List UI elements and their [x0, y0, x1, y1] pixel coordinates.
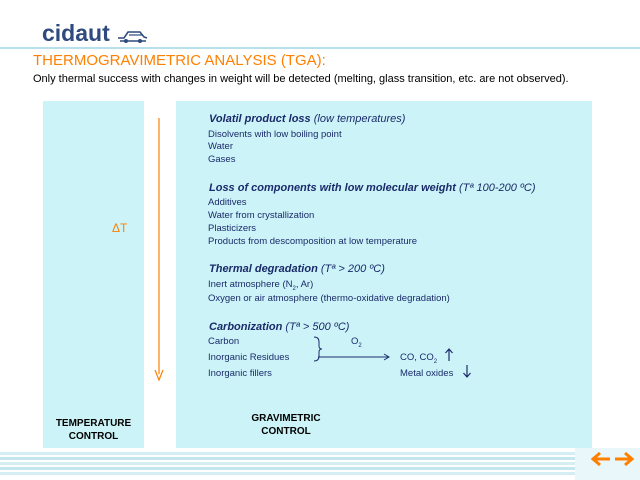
temperature-arrow-icon [152, 118, 166, 382]
list-item: Water from crystallization [208, 210, 315, 221]
list-item: Inert atmosphere ($N_2$, Ar) [208, 279, 314, 292]
degradation-heading: Thermal degradation (Tª > 200 ºC) [209, 263, 385, 275]
metal-oxides-label: Metal oxides [400, 368, 454, 379]
list-item: Water [208, 141, 233, 152]
gravimetric-panel [176, 101, 592, 452]
cidaut-logo: cidaut [42, 20, 110, 46]
arrow-right-icon[interactable] [613, 450, 635, 468]
low-mw-heading: Loss of components with low molecular weight (Tª 100-200 ºC) [209, 182, 536, 194]
list-item: Inorganic fillers [208, 368, 272, 379]
temperature-control-label: TEMPERATURE CONTROL [55, 418, 132, 442]
list-item: Additives [208, 197, 247, 208]
list-item: Oxygen or air atmosphere (thermo-oxidative degradation) [208, 293, 450, 304]
page-title: THERMOGRAVIMETRIC ANALYSIS (TGA): [33, 52, 326, 69]
intro-text: Only thermal success with changes in weight will be detected (melting, glass transition, etc. are not observed). [33, 73, 569, 85]
carbonization-heading: Carbonization (Tª > 500 ºC) [209, 321, 350, 333]
car-logo-icon [116, 26, 148, 44]
list-item: Products from descomposition at low temperature [208, 236, 418, 247]
footer-stripes [0, 448, 640, 480]
list-item: Gases [208, 154, 236, 165]
list-item: Disolvents with low boiling point [208, 129, 342, 140]
arrow-up-icon [444, 348, 454, 362]
o2-label: $O_2$ [351, 336, 362, 349]
list-item: Carbon [208, 336, 240, 347]
header-divider [0, 47, 640, 49]
delta-t-label: ΔT [112, 221, 128, 235]
list-item: Inorganic Residues [208, 352, 290, 363]
list-item: Plasticizers [208, 223, 257, 234]
arrow-left-icon[interactable] [590, 450, 612, 468]
volatile-heading: Volatil product loss (low temperatures) [209, 113, 406, 125]
co-co2-label: CO, $CO_2$ [400, 352, 438, 365]
temperature-panel [43, 101, 144, 448]
gravimetric-control-label: GRAVIMETRIC CONTROL [251, 413, 321, 437]
arrow-down-icon [462, 364, 472, 378]
